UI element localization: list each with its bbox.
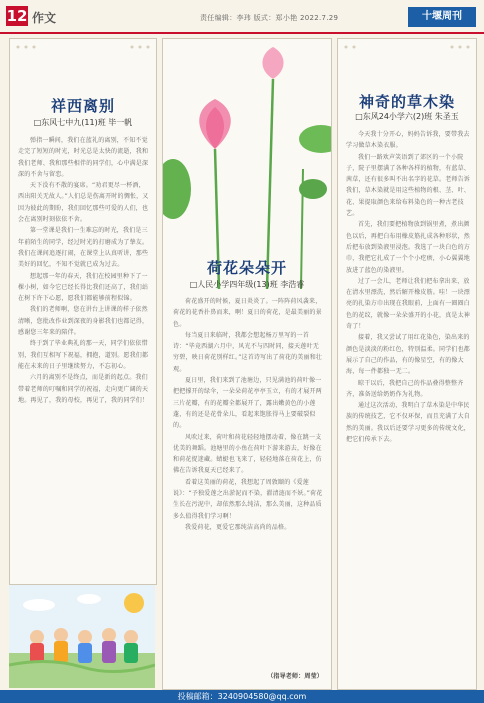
article-body — [346, 129, 470, 684]
teacher-credit: （指导老师：周莹） — [267, 673, 323, 680]
paragraph: 过了一会儿，老师让我们把布拿出来，放在清水里漂洗，然后解开橡皮筋。哇！一块漂亮的扎染方巾出现在我眼前，上面有一圈圈白色的花纹，就像一朵朵盛开的小花，真是太神奇了！ — [346, 277, 470, 331]
paragraph: 今天我十分开心，妈妈告诉我，要带我去学习做草木染衣服。 — [346, 131, 470, 150]
paragraph: 我爱荷花，更爱它那纯洁高尚的品格。 — [185, 523, 291, 531]
page-number: 12 — [6, 7, 28, 25]
paragraph: 我们一路欢声笑语到了郊区的一个小院子，院子里摆满了各种各样的植物，有蓝草、茜草，还有很多叫不出名字的花草。老师告诉我们，草木染就是用这些植物的根、茎、叶、花、果提取颜色来给布料染色的一种古老技艺。 — [346, 153, 470, 218]
article-author: □人民小学四年级(13)班 李浩睿 — [189, 280, 305, 289]
paragraph: 六月的离别不是终点，而是新的起点。我们带着老师的叮嘱和同学的祝福，走向更广阔的天地。再见了，我的母校，再见了，我的同学们！ — [18, 374, 149, 404]
paragraph: 风吹过来，荷叶和荷花轻轻地摆动着，像在跳一支优美的舞蹈。池塘里的小鱼在荷叶下游来游去，好像在和荷花捉迷藏。蜻蜓也飞来了，轻轻地落在荷花上，仿佛在告诉我夏天已经来了。 — [173, 433, 322, 475]
paragraph: 荷花盛开的时候，夏日炎炎了。一阵阵荷风袭来，荷花的花香扑鼻而来，啊！夏日的荷花，是最美丽的景色。 — [173, 298, 322, 328]
article-author: □东风七中九(11)班 毕一帆 — [33, 118, 133, 127]
paragraph: 接着，我又尝试了用红花染色，染出来的颜色是淡淡的粉红色，特别温柔。同学们也都展示了自己的作品，有的像星空，有的像大海，每一件都独一无二。 — [346, 334, 470, 376]
children-illustration — [9, 585, 155, 688]
paragraph: 弹指一瞬间，我们在蓝礼的离别，不知不觉走完了短短的时光，时光总是太快的流逝，我和我们老师、我和那些相伴的同学们，心中满是深深的不舍与留恋。 — [18, 137, 149, 178]
paragraph: 天下没有不散的宴席。“劝君更尽一杯酒，西出阳关无故人。”人们总是伤离开时的惆怅，又因为彼此的期盼，我们回忆那些可爱的人们，也会在离别时刻依依不舍。 — [18, 182, 149, 224]
lotus-illustration — [163, 39, 331, 289]
left-article — [9, 38, 157, 585]
paragraph: 每当夏日来临时，我都会想起杨万里写的一首诗：“毕竟西湖六月中，风光不与四时同，接天莲叶无穷碧，映日荷花别样红。”这首诗写出了荷花的美丽和壮观。 — [173, 331, 323, 373]
submission-email-bar: 投稿邮箱：3240904580@qq.com — [0, 690, 484, 703]
header-divider — [0, 32, 484, 34]
section-title: 作文 — [32, 11, 57, 25]
dotted-border-decoration — [10, 39, 156, 89]
right-article — [337, 38, 477, 690]
article-author: □东风24小学六(2)班 朱圣玉 — [355, 112, 459, 121]
article-body — [18, 135, 150, 580]
page-header — [0, 0, 484, 32]
paragraph: 通过这次活动，我明白了草木染是中华民族的传统技艺，它不仅环保，而且充满了大自然的美丽。我以后还要学习更多的传统文化，把它们传承下去。 — [346, 402, 470, 444]
editor-credits: 责任编辑：李玮 版式：郑小艳 2022.7.29 — [200, 14, 339, 22]
middle-article — [162, 38, 332, 690]
article-title: 荷花朵朵开 — [206, 259, 287, 277]
publication-brand: 十堰周刊 — [408, 7, 476, 27]
paragraph: 第一堂课是我们一生难忘的时光，我们是三年前陌生的同学，经过时光的打磨成为了挚友。我们在课间追逐打闹，在课堂上认真听讲，那些美好的回忆，不知不觉就已成为过去。 — [18, 227, 149, 269]
paragraph: 我们的老师啊，您在讲台上讲课的样子依然清晰，您批改作业到深夜的身影我们也都记得，感谢您三年来的陪伴。 — [18, 306, 149, 337]
paragraph: 首先，我们要把植物放到锅里煮，煮出颜色以后，再把白布用橡皮筋扎成各种形状，然后把布放到染液里浸泡。我选了一块白色的方巾，我把它扎成了一个个小疙瘩，小心翼翼地放进了蓝色的染液里。 — [346, 221, 470, 274]
article-title: 神奇的草木染 — [358, 93, 455, 111]
paragraph: 看着这美丽的荷花，我想起了周敦颐的《爱莲说》：“予独爱莲之出淤泥而不染，濯清涟而不妖。”荷花生长在污泥中，却依然那么纯洁，那么美丽，这种品质多么值得我们学习啊！ — [173, 478, 323, 520]
article-body — [173, 296, 323, 668]
dotted-border-decoration — [338, 39, 476, 79]
article-title: 祥西离别 — [50, 97, 115, 115]
paragraph: 夏日里，我们来到了池塘边，只见满池的荷叶像一把把撑开的绿伞，一朵朵荷花亭亭玉立，有的才展开两三片花瓣，有的花瓣全都展开了，露出嫩黄色的小莲蓬，有的还是花骨朵儿，看起来饱胀得马上要破裂似的。 — [173, 377, 322, 430]
paragraph: 晾干以后，我把自己的作品叠得整整齐齐，准备送给奶奶作为礼物。 — [346, 379, 464, 398]
paragraph: 想起那一年的春天，我们在校园里种下了一棵小树，如今它已经长得比我们还高了，我们站在树下许下心愿，愿我们都能够前程似锦。 — [18, 272, 149, 303]
paragraph: 终于到了毕业典礼的那一天，同学们依依惜别，我们互相写下祝福，拥抱，道别。愿我们都能在未来的日子里继续努力，不忘初心。 — [18, 340, 149, 370]
